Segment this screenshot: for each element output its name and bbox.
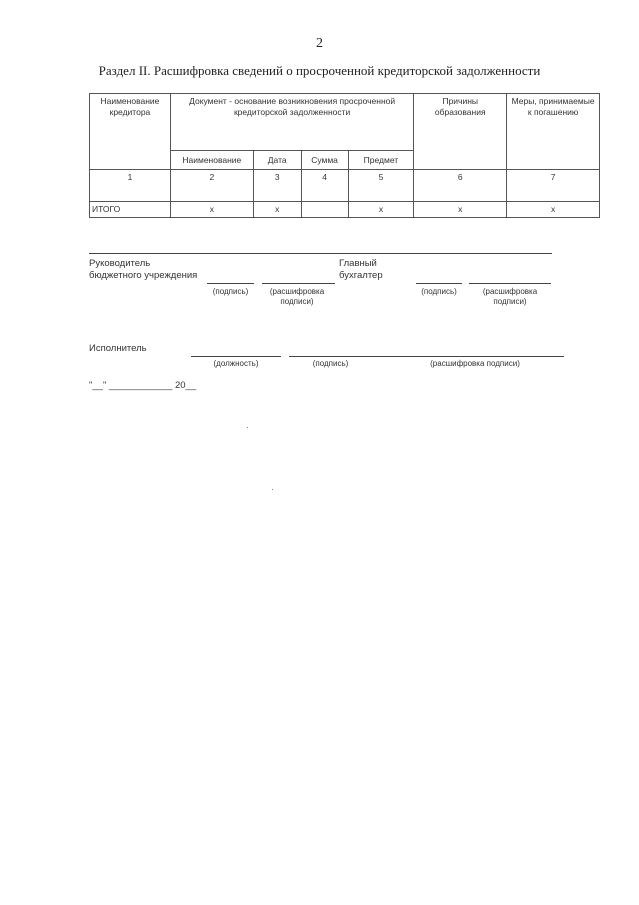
overdue-debt-table — [89, 93, 600, 218]
header-measures: Меры, принимаемые к погашению — [507, 94, 600, 170]
header-creditor: Наименование кредитора — [90, 94, 171, 170]
executor-decoding-caption: (расшифровка подписи) — [430, 359, 520, 368]
header-doc-name: Наименование — [170, 151, 253, 170]
column-number: 7 — [507, 170, 600, 202]
page-number: 2 — [316, 36, 323, 51]
head-label-line2: бюджетного учреждения — [89, 270, 198, 281]
executor-position-caption: (должность) — [213, 359, 259, 368]
scan-speck — [247, 427, 248, 428]
column-number-row — [90, 170, 600, 202]
column-number: 4 — [301, 170, 348, 202]
executor-label: Исполнитель — [89, 343, 147, 354]
total-cell: x — [348, 202, 414, 218]
total-cell: x — [414, 202, 507, 218]
accountant-signature-caption: (подпись) — [421, 287, 457, 296]
header-document: Документ - основание возникновения просроченной кредиторской задолженности — [170, 94, 413, 151]
separator-line — [89, 253, 552, 254]
header-doc-date: Дата — [253, 151, 301, 170]
accountant-decoding-caption: (расшифровка подписи) — [482, 287, 538, 307]
head-decoding-line — [262, 283, 335, 284]
accountant-label-line1: Главный — [339, 258, 377, 269]
scan-speck — [272, 489, 273, 490]
column-number: 1 — [90, 170, 171, 202]
header-doc-subject: Предмет — [348, 151, 414, 170]
accountant-signature-line — [416, 283, 462, 284]
total-cell: x — [507, 202, 600, 218]
column-number: 3 — [253, 170, 301, 202]
header-reasons: Причины образования — [414, 94, 507, 170]
section-title: Раздел II. Расшифровка сведений о просроченной кредиторской задолженности — [98, 63, 541, 78]
accountant-decoding-line — [469, 283, 551, 284]
head-signature-caption: (подпись) — [212, 287, 249, 296]
total-row — [90, 202, 600, 218]
date-line: "__" ____________ 20__ — [89, 380, 197, 391]
total-cell: x — [170, 202, 253, 218]
total-cell — [301, 202, 348, 218]
column-number: 2 — [170, 170, 253, 202]
total-cell: x — [253, 202, 301, 218]
head-decoding-caption: (расшифровка подписи) — [269, 287, 325, 307]
head-label-line1: Руководитель — [89, 258, 151, 269]
header-doc-sum: Сумма — [301, 151, 348, 170]
executor-signature-line — [289, 356, 564, 357]
head-signature-line — [207, 283, 254, 284]
executor-position-line — [191, 356, 281, 357]
accountant-label-line2: бухгалтер — [339, 270, 383, 281]
executor-signature-caption: (подпись) — [312, 359, 349, 368]
column-number: 6 — [414, 170, 507, 202]
total-label: ИТОГО — [90, 202, 171, 218]
column-number: 5 — [348, 170, 414, 202]
